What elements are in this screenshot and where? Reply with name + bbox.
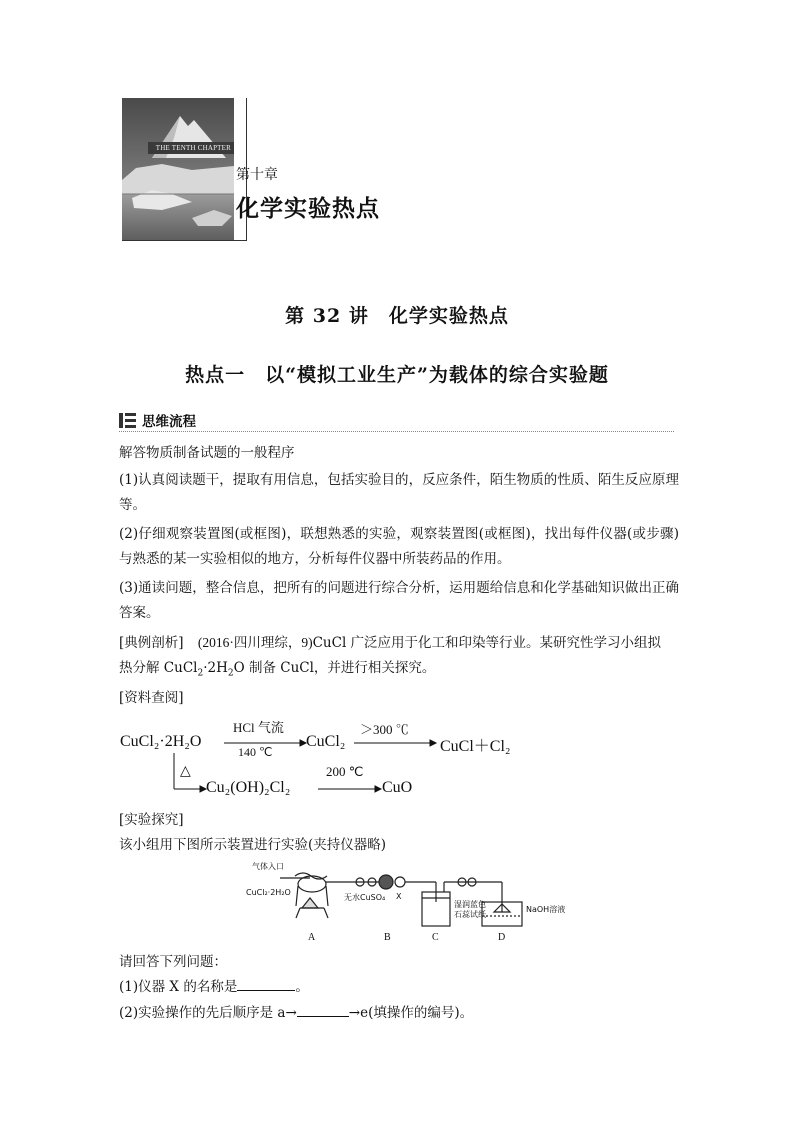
scheme-cond1-top: HCl 气流: [233, 720, 284, 735]
q2-end: →e(填操作的编号)。: [348, 1005, 474, 1021]
step-1: (1)认真阅读题干，提取有用信息，包括实验目的，反应条件，陌生物质的性质、陌生反应原理等。: [119, 472, 679, 513]
section-heading-label: 思维流程: [142, 414, 196, 430]
section-divider: [119, 431, 674, 432]
iceberg-illustration: [122, 98, 234, 240]
step-2: (2)仔细观察装置图(或框图)，联想熟悉的实验，观察装置图(或框图)，找出每件仪器(或步骤)与熟悉的某一实验相似的地方，分析每件仪器中所装药品的作用。: [119, 526, 679, 567]
q2-text: (2)实验操作的先后顺序是 a→: [119, 1005, 297, 1021]
example-text-line1: CuCl 广泛应用于化工和印染等行业。某研究性学习小组拟: [312, 635, 662, 651]
section-bars-icon: [119, 413, 136, 428]
scheme-cond3-top: 200 ℃: [326, 764, 364, 779]
questions-intro: 请回答下列问题：: [119, 954, 227, 970]
label-d: D: [498, 932, 506, 943]
example-tag: [典例剖析]: [119, 635, 184, 651]
step-3: (3)通读问题，整合信息，把所有的问题进行综合分析，运用题给信息和化学基础知识做出正确答案。: [119, 580, 679, 621]
scheme-intermediate: CuCl₂: [306, 733, 346, 750]
lecture-title: 第 32 讲 化学实验热点: [285, 305, 509, 327]
chapter-cover-image: [122, 98, 234, 240]
apparatus-diagram: [240, 836, 566, 946]
section-heading: [119, 410, 196, 430]
gas-inlet-label: 气体入口: [252, 862, 284, 871]
scheme-side-product: Cu₂(OH)₂Cl₂: [206, 779, 291, 796]
q1-answer-blank[interactable]: [237, 976, 295, 991]
chapter-number: 第十章: [236, 167, 278, 183]
example-text-line2-post: 制备 CuCl，并进行相关探究。: [244, 660, 436, 676]
scheme-product1: CuCl＋Cl₂: [440, 738, 511, 755]
intro-text: 解答物质制备试题的一般程序: [119, 445, 295, 461]
hot-point-title: 热点一 以“模拟工业生产”为载体的综合实验题: [185, 364, 609, 386]
chapter-title: 化学实验热点: [236, 196, 380, 222]
solution-d-label: NaOH溶液: [526, 905, 566, 914]
scheme-cond1-bottom: 140 ℃: [238, 745, 273, 759]
q1-text: (1)仪器 X 的名称是: [119, 979, 238, 995]
x-label: X: [396, 892, 402, 901]
label-b: B: [384, 932, 391, 943]
reagent-b-label: 无水CuSO₄: [344, 893, 386, 902]
label-c: C: [432, 932, 439, 943]
q1-end: 。: [295, 979, 309, 995]
explore-tag: [实验探究]: [119, 812, 184, 828]
info-tag: [资料查阅]: [119, 690, 184, 706]
reaction-scheme: [120, 715, 540, 805]
example-paragraph: [典例剖析] (2016·四川理综，9)CuCl 广泛应用于化工和印染等行业。某研究性学习小组拟 热分解 $CuCl_2\cdot 2H_2O$ 制备 CuCl，并进行相关探究。: [119, 635, 662, 679]
example-text-line2-pre: 热分解 CuCl: [119, 660, 198, 676]
scheme-heat-symbol: △: [180, 764, 191, 779]
question-1: [119, 975, 679, 1000]
reagent-a-label: CuCl₂·2H₂O: [246, 888, 291, 897]
scheme-cond2-top: ＞300 ℃: [360, 722, 409, 737]
scheme-product2: CuO: [382, 779, 413, 796]
chapter-caption-strip: THE TENTH CHAPTER: [148, 142, 234, 154]
explore-text: 该小组用下图所示装置进行实验(夹持仪器略): [119, 837, 387, 853]
scheme-arrows: [120, 715, 540, 805]
q2-answer-blank[interactable]: [297, 1002, 349, 1017]
example-source: (2016·四川理综，9): [197, 635, 313, 650]
scheme-reactant: CuCl₂·2H₂O: [120, 733, 202, 750]
question-2: [119, 1001, 679, 1026]
label-a: A: [308, 932, 316, 943]
paper-c-label: 湿润蓝色石蕊试纸: [454, 900, 486, 919]
